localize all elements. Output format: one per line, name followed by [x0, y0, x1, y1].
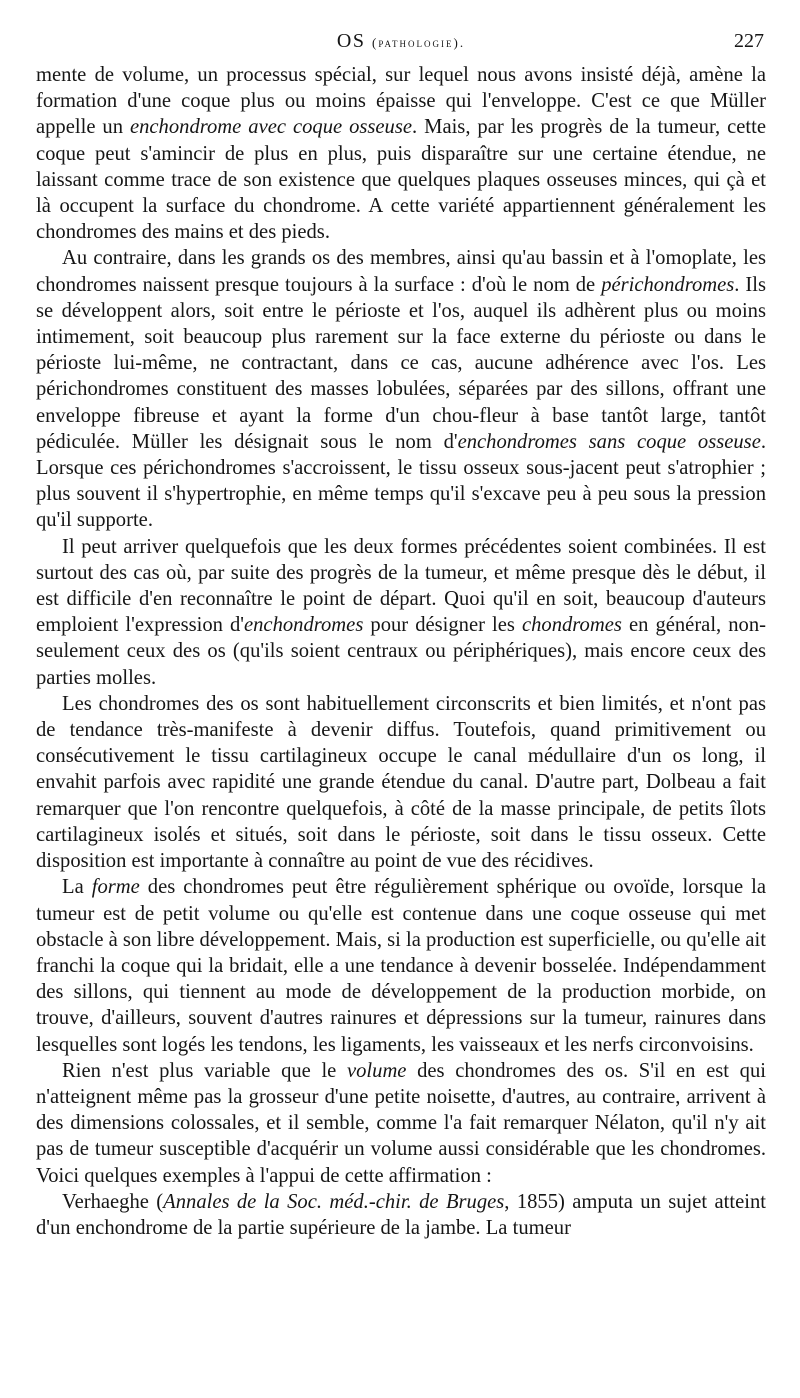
- document-page: [36, 0, 766, 1241]
- italic-term: enchondromes sans coque osseuse: [457, 430, 761, 453]
- text-run: La: [62, 876, 92, 899]
- body-text: [36, 62, 766, 1241]
- text-run: Rien n'est plus variable que le: [62, 1059, 347, 1082]
- text-run: des chondromes des os. S'il en est qui n'atteignent même pas la grosseur d'une petite noisette, d'autres, au contraire, arrivent à des dimensions colossales, et il semble, comme l'a fait remarquer Nélaton, qu'il n'y ait pas de tumeur susceptible d'acquérir un volume aussi considérable que les chondromes. Voici quelques exemples à l'appui de cette affirmation :: [36, 1059, 766, 1187]
- text-run: en général, non-seulement ceux des os (qu'ils soient centraux ou périphériques), mais encore ceux des parties molles.: [36, 614, 767, 689]
- page-number: 227: [734, 30, 764, 52]
- italic-term: forme: [91, 876, 140, 899]
- italic-term: volume: [346, 1059, 407, 1082]
- text-run: . Mais, par les progrès de la tumeur, cette coque peut s'amincir de plus en plus, puis disparaître sur une certaine étendue, ne laissant comme trace de son existence que quelques plaques osseuses minces, qui çà et là occupent la surface du chondrome. A cette variété appartiennent généralement les chondromes des mains et des pieds.: [36, 116, 766, 244]
- paragraph: [36, 1189, 766, 1241]
- italic-term: enchondromes: [244, 614, 364, 637]
- paragraph: [36, 1058, 766, 1189]
- paragraph: [36, 245, 766, 533]
- italic-term: enchondrome avec coque osseuse: [129, 116, 413, 139]
- running-title: [36, 30, 766, 53]
- text-run: . Lorsque ces périchondromes s'accroissent, le tissu osseux sous-jacent peut s'atrophier ; plus souvent il s'hypertrophie, en même temps qu'il s'excave peu à peu sous la pression qu'il supporte.: [36, 430, 766, 532]
- italic-term: chondromes: [521, 614, 622, 637]
- text-run: des chondromes peut être régulièrement sphérique ou ovoïde, lorsque la tumeur est de petit volume ou qu'elle est contenue dans une coque osseuse qui met obstacle à son libre développement. Mais, si la production est superficielle, ou qu'elle ait franchi la coque qui la bridait, elle a une tendance à devenir bosselée. Indépendamment des sillons, qui tiennent au mode de développement de la production morbide, on trouve, d'ailleurs, souvent d'autres rainures et dépressions sur la tumeur, rainures dans lesquelles sont logés les tendons, les ligaments, les vaisseaux et les nerfs circonvoisins.: [36, 876, 767, 1056]
- text-run: . Ils se développent alors, soit entre le périoste et l'os, auquel ils adhèrent plus ou moins intimement, soit beaucoup plus rarement sur la face externe du périoste ou dans le périoste lui-même, ne contractant, dans ce cas, aucune adhérence avec l'os. Les périchondromes constituent des masses lobulées, séparées par des sillons, offrant une enveloppe fibreuse et ayant la forme d'un chou-fleur à base tantôt large, tantôt pédiculée. Müller les désignait sous le nom d': [36, 273, 767, 453]
- text-run: , 1855) amputa un sujet atteint d'un enchondrome de la partie supérieure de la jambe. La tumeur: [36, 1190, 766, 1239]
- running-header: [36, 0, 766, 62]
- text-run: Verhaeghe (: [62, 1190, 164, 1213]
- paragraph: [36, 874, 766, 1057]
- running-title-subtitle: (pathologie).: [372, 35, 466, 50]
- italic-term: Annales de la Soc. méd.-chir. de Bruges: [163, 1190, 505, 1213]
- text-run: pour désigner les: [363, 614, 522, 637]
- text-run: Les chondromes des os sont habituellement circonscrits et bien limités, et n'ont pas de tendance très-manifeste à devenir diffus. Toutefois, quand primitivement ou consécutivement le tissu cartilagineux occupe le canal médullaire d'un os long, il envahit parfois avec rapidité une grande étendue du canal. D'autre part, Dolbeau a fait remarquer que l'on rencontre quelquefois, à côté de la masse principale, de petits îlots cartilagineux isolés et situés, soit dans le périoste, soit dans le tissu osseux. Cette disposition est importante à connaître au point de vue des récidives.: [36, 692, 766, 873]
- paragraph: [36, 534, 766, 691]
- paragraph: [36, 62, 766, 245]
- running-title-main: OS: [336, 30, 366, 52]
- text-run: Au contraire, dans les grands os des membres, ainsi qu'au bassin et à l'omoplate, les chondromes naissent presque toujours à la surface : d'où le nom de: [36, 247, 766, 296]
- text-run: mente de volume, un processus spécial, sur lequel nous avons insisté déjà, amène la formation d'une coque plus ou moins épaisse qui l'enveloppe. C'est ce que Müller appelle un: [36, 64, 766, 139]
- text-run: Il peut arriver quelquefois que les deux formes précédentes soient combinées. Il est surtout des cas où, par suite des progrès de la tumeur, et même presque dès le début, il est difficile d'en reconnaître le point de départ. Quoi qu'il en soit, beaucoup d'auteurs emploient l'expression d': [36, 535, 766, 637]
- paragraph: [36, 691, 766, 874]
- italic-term: périchondromes: [601, 273, 735, 296]
